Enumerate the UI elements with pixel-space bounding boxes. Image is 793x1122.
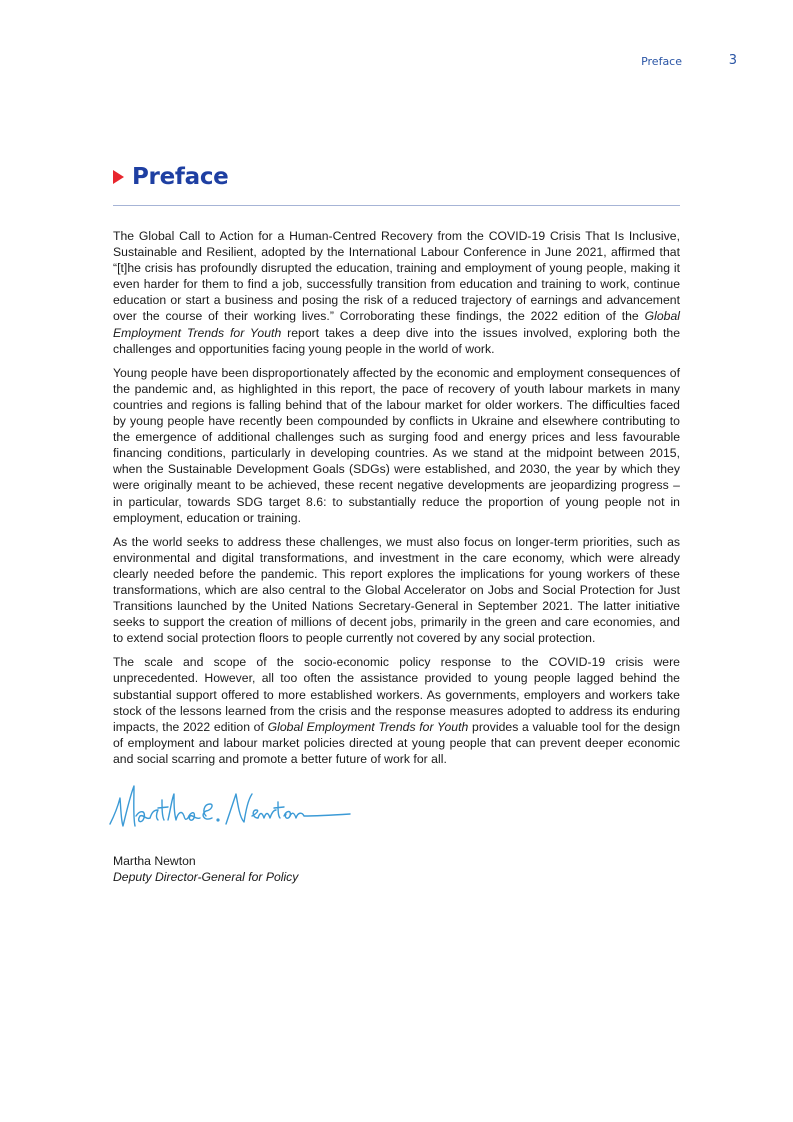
heading-divider — [113, 205, 680, 206]
report-title-italic: Global Employment Trends for Youth — [267, 719, 469, 734]
paragraph-text: The Global Call to Action for a Human-Centred Recovery from the COVID-19 Crisis That Is Inclusive, Sustainable and Resilient, adopted by the International Labour Conference in June 2021, affirmed that “[t]he crisis has profoundly disrupted the education, training and employment of young people, making it even harder for them to find a job, successfully transition from education and training to work, continue education or start a business and posing the risk of a reduced trajectory of earnings and advancement over the course of their working lives.” Corroborating these findings, the 2022 edition of the — [113, 229, 680, 324]
paragraph-text: The scale and scope of the socio-economic policy response to the COVID-19 crisis were unprecedented. However, all too often the assistance provided to young people lagged behind the substantial support offered to more established workers. As governments, employers and workers take stock of the lessons learned from the crisis and the response measures adopted to address its enduring impacts, the 2022 edition of — [113, 655, 680, 734]
page-number: 3 — [728, 53, 737, 68]
paragraph-text: report takes a deep dive into the issues involved, exploring both the challenges and opportunities facing young people in the world of work. — [113, 325, 680, 356]
body-text — [113, 228, 680, 775]
paragraph-text: provides a valuable tool for the design of employment and labour market policies directed at young people that can prevent deeper economic and social scarring and promote a better future of work for all. — [113, 719, 680, 766]
paragraph — [113, 654, 680, 767]
running-header-section: Preface — [641, 55, 682, 68]
section-heading — [113, 164, 228, 190]
paragraph — [113, 228, 680, 357]
paragraph — [113, 365, 680, 526]
signer-name: Martha Newton — [113, 854, 196, 868]
signer-title: Deputy Director-General for Policy — [113, 870, 299, 884]
handwritten-signature — [106, 776, 356, 846]
page-title: Preface — [132, 164, 229, 190]
paragraph — [113, 534, 680, 647]
triangle-marker-icon — [113, 170, 124, 184]
paragraph-text: Young people have been disproportionately affected by the economic and employment consequences of the pandemic and, as highlighted in this report, the pace of recovery of youth labour markets in many countries and regions is falling behind that of the labour market for older workers. The difficulties faced by young people have recently been compounded by conflicts in Ukraine and elsewhere contributing to the emergence of additional challenges such as surging food and energy prices and less favourable financing conditions, particularly in developing countries. As we stand at the midpoint between 2015, when the Sustainable Development Goals (SDGs) were established, and 2030, the year by which they were originally meant to be achieved, these recent negative developments are jeopardizing progress – in particular, towards SDG target 8.6: to substantially reduce the proportion of young people not in employment, education or training. — [113, 365, 680, 525]
paragraph-text: As the world seeks to address these challenges, we must also focus on longer-term priorities, such as environmental and digital transformations, and investment in the care economy, which were already clearly needed before the pandemic. This report explores the implications for young workers of these transformations, which are also central to the Global Accelerator on Jobs and Social Protection for Just Transitions launched by the United Nations Secretary-General in September 2021. The latter initiative seeks to support the creation of millions of decent jobs, primarily in the green and care economies, and to extend social protection floors to people currently not covered by any social protection. — [113, 534, 680, 646]
report-title-italic: Global Employment Trends for Youth — [113, 309, 680, 340]
